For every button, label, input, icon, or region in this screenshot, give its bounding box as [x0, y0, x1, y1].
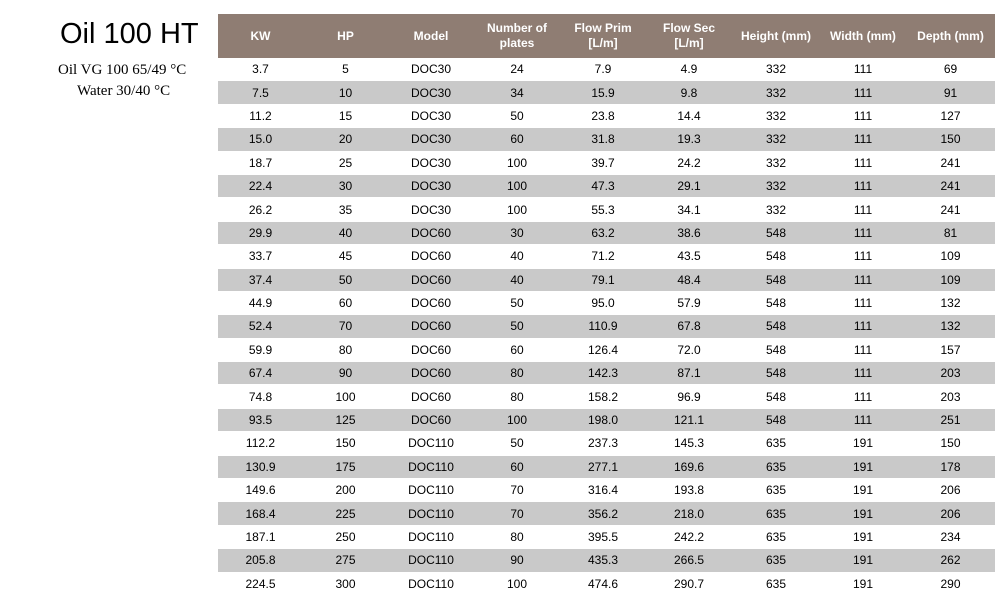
cell-hp: 150 — [303, 432, 388, 455]
cell-depth: 109 — [906, 245, 995, 268]
cell-depth: 178 — [906, 455, 995, 478]
cell-plates: 100 — [474, 174, 560, 197]
cell-flow-prim: 198.0 — [560, 408, 646, 431]
page-title: Oil 100 HT — [60, 18, 199, 50]
cell-model: DOC110 — [388, 525, 474, 548]
cell-plates: 100 — [474, 151, 560, 174]
cell-width: 111 — [820, 198, 906, 221]
table-row — [218, 315, 995, 338]
cell-height: 548 — [732, 291, 820, 314]
cell-flow-sec: 193.8 — [646, 479, 732, 502]
cell-model: DOC30 — [388, 81, 474, 104]
cell-height: 635 — [732, 549, 820, 572]
cell-kw: 26.2 — [218, 198, 303, 221]
cell-depth: 262 — [906, 549, 995, 572]
table-row — [218, 432, 995, 455]
cell-flow-sec: 4.9 — [646, 58, 732, 81]
cell-depth: 132 — [906, 315, 995, 338]
cell-kw: 130.9 — [218, 455, 303, 478]
cell-hp: 275 — [303, 549, 388, 572]
cell-flow-prim: 23.8 — [560, 104, 646, 127]
cell-flow-prim: 126.4 — [560, 338, 646, 361]
column-header-plates: Number of plates — [474, 14, 560, 58]
cell-hp: 50 — [303, 268, 388, 291]
column-header-flow-sec: Flow Sec [L/m] — [646, 14, 732, 58]
cell-flow-prim: 7.9 — [560, 58, 646, 81]
cell-flow-sec: 19.3 — [646, 128, 732, 151]
cell-model: DOC110 — [388, 502, 474, 525]
cell-plates: 80 — [474, 362, 560, 385]
cell-flow-sec: 48.4 — [646, 268, 732, 291]
cell-height: 635 — [732, 525, 820, 548]
cell-model: DOC110 — [388, 549, 474, 572]
cell-width: 111 — [820, 408, 906, 431]
cell-depth: 109 — [906, 268, 995, 291]
table-row — [218, 385, 995, 408]
table-body — [218, 58, 995, 595]
cell-flow-sec: 38.6 — [646, 221, 732, 244]
table-row — [218, 174, 995, 197]
column-header-flow-prim: Flow Prim [L/m] — [560, 14, 646, 58]
cell-width: 111 — [820, 268, 906, 291]
cell-flow-prim: 79.1 — [560, 268, 646, 291]
cell-model: DOC30 — [388, 128, 474, 151]
cell-flow-sec: 14.4 — [646, 104, 732, 127]
cell-depth: 91 — [906, 81, 995, 104]
cell-height: 548 — [732, 362, 820, 385]
cell-height: 332 — [732, 58, 820, 81]
cell-hp: 20 — [303, 128, 388, 151]
cell-flow-sec: 43.5 — [646, 245, 732, 268]
cell-height: 635 — [732, 502, 820, 525]
cell-width: 111 — [820, 104, 906, 127]
cooler-spec-table — [218, 14, 995, 596]
cell-kw: 3.7 — [218, 58, 303, 81]
table-row — [218, 104, 995, 127]
cell-kw: 67.4 — [218, 362, 303, 385]
cell-flow-sec: 72.0 — [646, 338, 732, 361]
cell-width: 111 — [820, 362, 906, 385]
cell-flow-sec: 169.6 — [646, 455, 732, 478]
cell-kw: 149.6 — [218, 479, 303, 502]
table-row — [218, 362, 995, 385]
cell-model: DOC60 — [388, 268, 474, 291]
cell-hp: 225 — [303, 502, 388, 525]
cell-hp: 70 — [303, 315, 388, 338]
cell-hp: 15 — [303, 104, 388, 127]
cell-width: 111 — [820, 81, 906, 104]
cell-plates: 24 — [474, 58, 560, 81]
cell-width: 111 — [820, 385, 906, 408]
cell-depth: 241 — [906, 198, 995, 221]
cell-plates: 100 — [474, 572, 560, 595]
cell-kw: 93.5 — [218, 408, 303, 431]
cell-model: DOC30 — [388, 104, 474, 127]
cell-plates: 50 — [474, 104, 560, 127]
cell-depth: 150 — [906, 128, 995, 151]
cell-hp: 5 — [303, 58, 388, 81]
cell-plates: 80 — [474, 385, 560, 408]
cell-plates: 40 — [474, 268, 560, 291]
cell-height: 635 — [732, 479, 820, 502]
cell-plates: 70 — [474, 479, 560, 502]
cell-height: 635 — [732, 455, 820, 478]
cell-plates: 60 — [474, 455, 560, 478]
cell-plates: 60 — [474, 128, 560, 151]
table-row — [218, 221, 995, 244]
cell-flow-prim: 316.4 — [560, 479, 646, 502]
cell-model: DOC60 — [388, 291, 474, 314]
cell-height: 332 — [732, 104, 820, 127]
cell-depth: 203 — [906, 362, 995, 385]
cell-flow-sec: 242.2 — [646, 525, 732, 548]
cell-flow-prim: 435.3 — [560, 549, 646, 572]
cell-height: 332 — [732, 128, 820, 151]
cell-flow-sec: 121.1 — [646, 408, 732, 431]
cell-kw: 52.4 — [218, 315, 303, 338]
cell-kw: 168.4 — [218, 502, 303, 525]
cell-height: 548 — [732, 338, 820, 361]
cell-flow-prim: 55.3 — [560, 198, 646, 221]
cell-width: 191 — [820, 455, 906, 478]
cell-depth: 127 — [906, 104, 995, 127]
column-header-hp: HP — [303, 14, 388, 58]
cell-model: DOC60 — [388, 315, 474, 338]
cell-depth: 241 — [906, 174, 995, 197]
cell-flow-sec: 96.9 — [646, 385, 732, 408]
cell-width: 111 — [820, 315, 906, 338]
cell-flow-sec: 9.8 — [646, 81, 732, 104]
cell-height: 332 — [732, 174, 820, 197]
cell-flow-prim: 47.3 — [560, 174, 646, 197]
cell-hp: 90 — [303, 362, 388, 385]
cell-flow-sec: 290.7 — [646, 572, 732, 595]
cell-width: 111 — [820, 245, 906, 268]
cell-plates: 50 — [474, 432, 560, 455]
table-row — [218, 502, 995, 525]
cell-flow-sec: 145.3 — [646, 432, 732, 455]
cell-width: 191 — [820, 525, 906, 548]
cell-kw: 7.5 — [218, 81, 303, 104]
cell-height: 332 — [732, 151, 820, 174]
cell-plates: 80 — [474, 525, 560, 548]
cell-flow-prim: 63.2 — [560, 221, 646, 244]
cell-model: DOC60 — [388, 408, 474, 431]
cell-depth: 69 — [906, 58, 995, 81]
cell-plates: 34 — [474, 81, 560, 104]
cell-plates: 50 — [474, 315, 560, 338]
cell-kw: 205.8 — [218, 549, 303, 572]
cell-kw: 74.8 — [218, 385, 303, 408]
cell-hp: 10 — [303, 81, 388, 104]
cell-flow-sec: 34.1 — [646, 198, 732, 221]
cell-flow-prim: 474.6 — [560, 572, 646, 595]
cell-hp: 35 — [303, 198, 388, 221]
cell-depth: 234 — [906, 525, 995, 548]
cell-plates: 60 — [474, 338, 560, 361]
water-spec: Water 30/40 °C — [77, 83, 171, 99]
cell-hp: 30 — [303, 174, 388, 197]
cell-depth: 157 — [906, 338, 995, 361]
cell-kw: 112.2 — [218, 432, 303, 455]
cell-depth: 241 — [906, 151, 995, 174]
cell-flow-prim: 110.9 — [560, 315, 646, 338]
cell-flow-prim: 95.0 — [560, 291, 646, 314]
cell-plates: 30 — [474, 221, 560, 244]
cell-depth: 132 — [906, 291, 995, 314]
cell-hp: 25 — [303, 151, 388, 174]
column-header-depth: Depth (mm) — [906, 14, 995, 58]
cell-height: 635 — [732, 572, 820, 595]
cell-height: 635 — [732, 432, 820, 455]
cell-flow-prim: 31.8 — [560, 128, 646, 151]
table-row — [218, 151, 995, 174]
cell-height: 548 — [732, 245, 820, 268]
cell-height: 548 — [732, 385, 820, 408]
cell-flow-prim: 71.2 — [560, 245, 646, 268]
cell-kw: 29.9 — [218, 221, 303, 244]
cell-plates: 100 — [474, 408, 560, 431]
cell-height: 548 — [732, 268, 820, 291]
cell-width: 111 — [820, 128, 906, 151]
cell-kw: 44.9 — [218, 291, 303, 314]
cell-width: 111 — [820, 221, 906, 244]
cell-model: DOC60 — [388, 221, 474, 244]
cell-flow-prim: 15.9 — [560, 81, 646, 104]
cell-height: 548 — [732, 221, 820, 244]
cell-flow-prim: 158.2 — [560, 385, 646, 408]
column-header-width: Width (mm) — [820, 14, 906, 58]
cell-model: DOC30 — [388, 174, 474, 197]
cell-flow-prim: 237.3 — [560, 432, 646, 455]
cell-width: 191 — [820, 432, 906, 455]
cell-flow-prim: 356.2 — [560, 502, 646, 525]
cell-width: 191 — [820, 479, 906, 502]
cell-hp: 100 — [303, 385, 388, 408]
table-row — [218, 525, 995, 548]
cell-plates: 90 — [474, 549, 560, 572]
column-header-height: Height (mm) — [732, 14, 820, 58]
cell-plates: 70 — [474, 502, 560, 525]
cell-flow-sec: 87.1 — [646, 362, 732, 385]
cell-plates: 100 — [474, 198, 560, 221]
cell-flow-sec: 57.9 — [646, 291, 732, 314]
cell-kw: 22.4 — [218, 174, 303, 197]
cell-model: DOC60 — [388, 245, 474, 268]
cell-width: 111 — [820, 291, 906, 314]
cell-width: 111 — [820, 58, 906, 81]
header-row — [218, 14, 995, 58]
cell-flow-prim: 142.3 — [560, 362, 646, 385]
cell-model: DOC60 — [388, 385, 474, 408]
cell-height: 332 — [732, 198, 820, 221]
table-row — [218, 455, 995, 478]
cell-depth: 81 — [906, 221, 995, 244]
cell-kw: 224.5 — [218, 572, 303, 595]
table-row — [218, 268, 995, 291]
cell-model: DOC30 — [388, 58, 474, 81]
cell-plates: 40 — [474, 245, 560, 268]
cell-model: DOC60 — [388, 338, 474, 361]
cell-flow-sec: 24.2 — [646, 151, 732, 174]
cell-flow-sec: 266.5 — [646, 549, 732, 572]
cell-model: DOC60 — [388, 362, 474, 385]
table-row — [218, 245, 995, 268]
cell-depth: 251 — [906, 408, 995, 431]
cell-width: 111 — [820, 338, 906, 361]
cell-depth: 150 — [906, 432, 995, 455]
cell-model: DOC110 — [388, 479, 474, 502]
cell-hp: 250 — [303, 525, 388, 548]
cell-plates: 50 — [474, 291, 560, 314]
cell-kw: 187.1 — [218, 525, 303, 548]
cell-kw: 11.2 — [218, 104, 303, 127]
cell-width: 191 — [820, 502, 906, 525]
cell-model: DOC30 — [388, 198, 474, 221]
cell-model: DOC110 — [388, 455, 474, 478]
cell-kw: 37.4 — [218, 268, 303, 291]
column-header-kw: KW — [218, 14, 303, 58]
cell-width: 111 — [820, 174, 906, 197]
cell-hp: 40 — [303, 221, 388, 244]
cell-kw: 15.0 — [218, 128, 303, 151]
cell-flow-sec: 67.8 — [646, 315, 732, 338]
cell-height: 548 — [732, 408, 820, 431]
table-row — [218, 338, 995, 361]
cell-flow-sec: 218.0 — [646, 502, 732, 525]
cell-hp: 200 — [303, 479, 388, 502]
cell-hp: 60 — [303, 291, 388, 314]
cell-flow-sec: 29.1 — [646, 174, 732, 197]
table-row — [218, 408, 995, 431]
column-header-model: Model — [388, 14, 474, 58]
table-row — [218, 572, 995, 595]
table-row — [218, 58, 995, 81]
oil-spec: Oil VG 100 65/49 °C — [58, 62, 187, 78]
table-row — [218, 81, 995, 104]
cell-flow-prim: 395.5 — [560, 525, 646, 548]
cell-width: 111 — [820, 151, 906, 174]
cell-flow-prim: 39.7 — [560, 151, 646, 174]
cell-hp: 300 — [303, 572, 388, 595]
table-row — [218, 198, 995, 221]
cell-hp: 80 — [303, 338, 388, 361]
cell-kw: 18.7 — [218, 151, 303, 174]
table-row — [218, 549, 995, 572]
table-row — [218, 291, 995, 314]
cell-hp: 125 — [303, 408, 388, 431]
cell-depth: 203 — [906, 385, 995, 408]
cell-model: DOC30 — [388, 151, 474, 174]
cell-depth: 206 — [906, 479, 995, 502]
cell-kw: 59.9 — [218, 338, 303, 361]
table-row — [218, 128, 995, 151]
cell-depth: 290 — [906, 572, 995, 595]
cell-hp: 175 — [303, 455, 388, 478]
cell-depth: 206 — [906, 502, 995, 525]
cell-height: 548 — [732, 315, 820, 338]
cell-width: 191 — [820, 572, 906, 595]
cell-model: DOC110 — [388, 572, 474, 595]
cell-height: 332 — [732, 81, 820, 104]
cell-hp: 45 — [303, 245, 388, 268]
cell-flow-prim: 277.1 — [560, 455, 646, 478]
table-row — [218, 479, 995, 502]
cell-width: 191 — [820, 549, 906, 572]
cell-kw: 33.7 — [218, 245, 303, 268]
cell-model: DOC110 — [388, 432, 474, 455]
